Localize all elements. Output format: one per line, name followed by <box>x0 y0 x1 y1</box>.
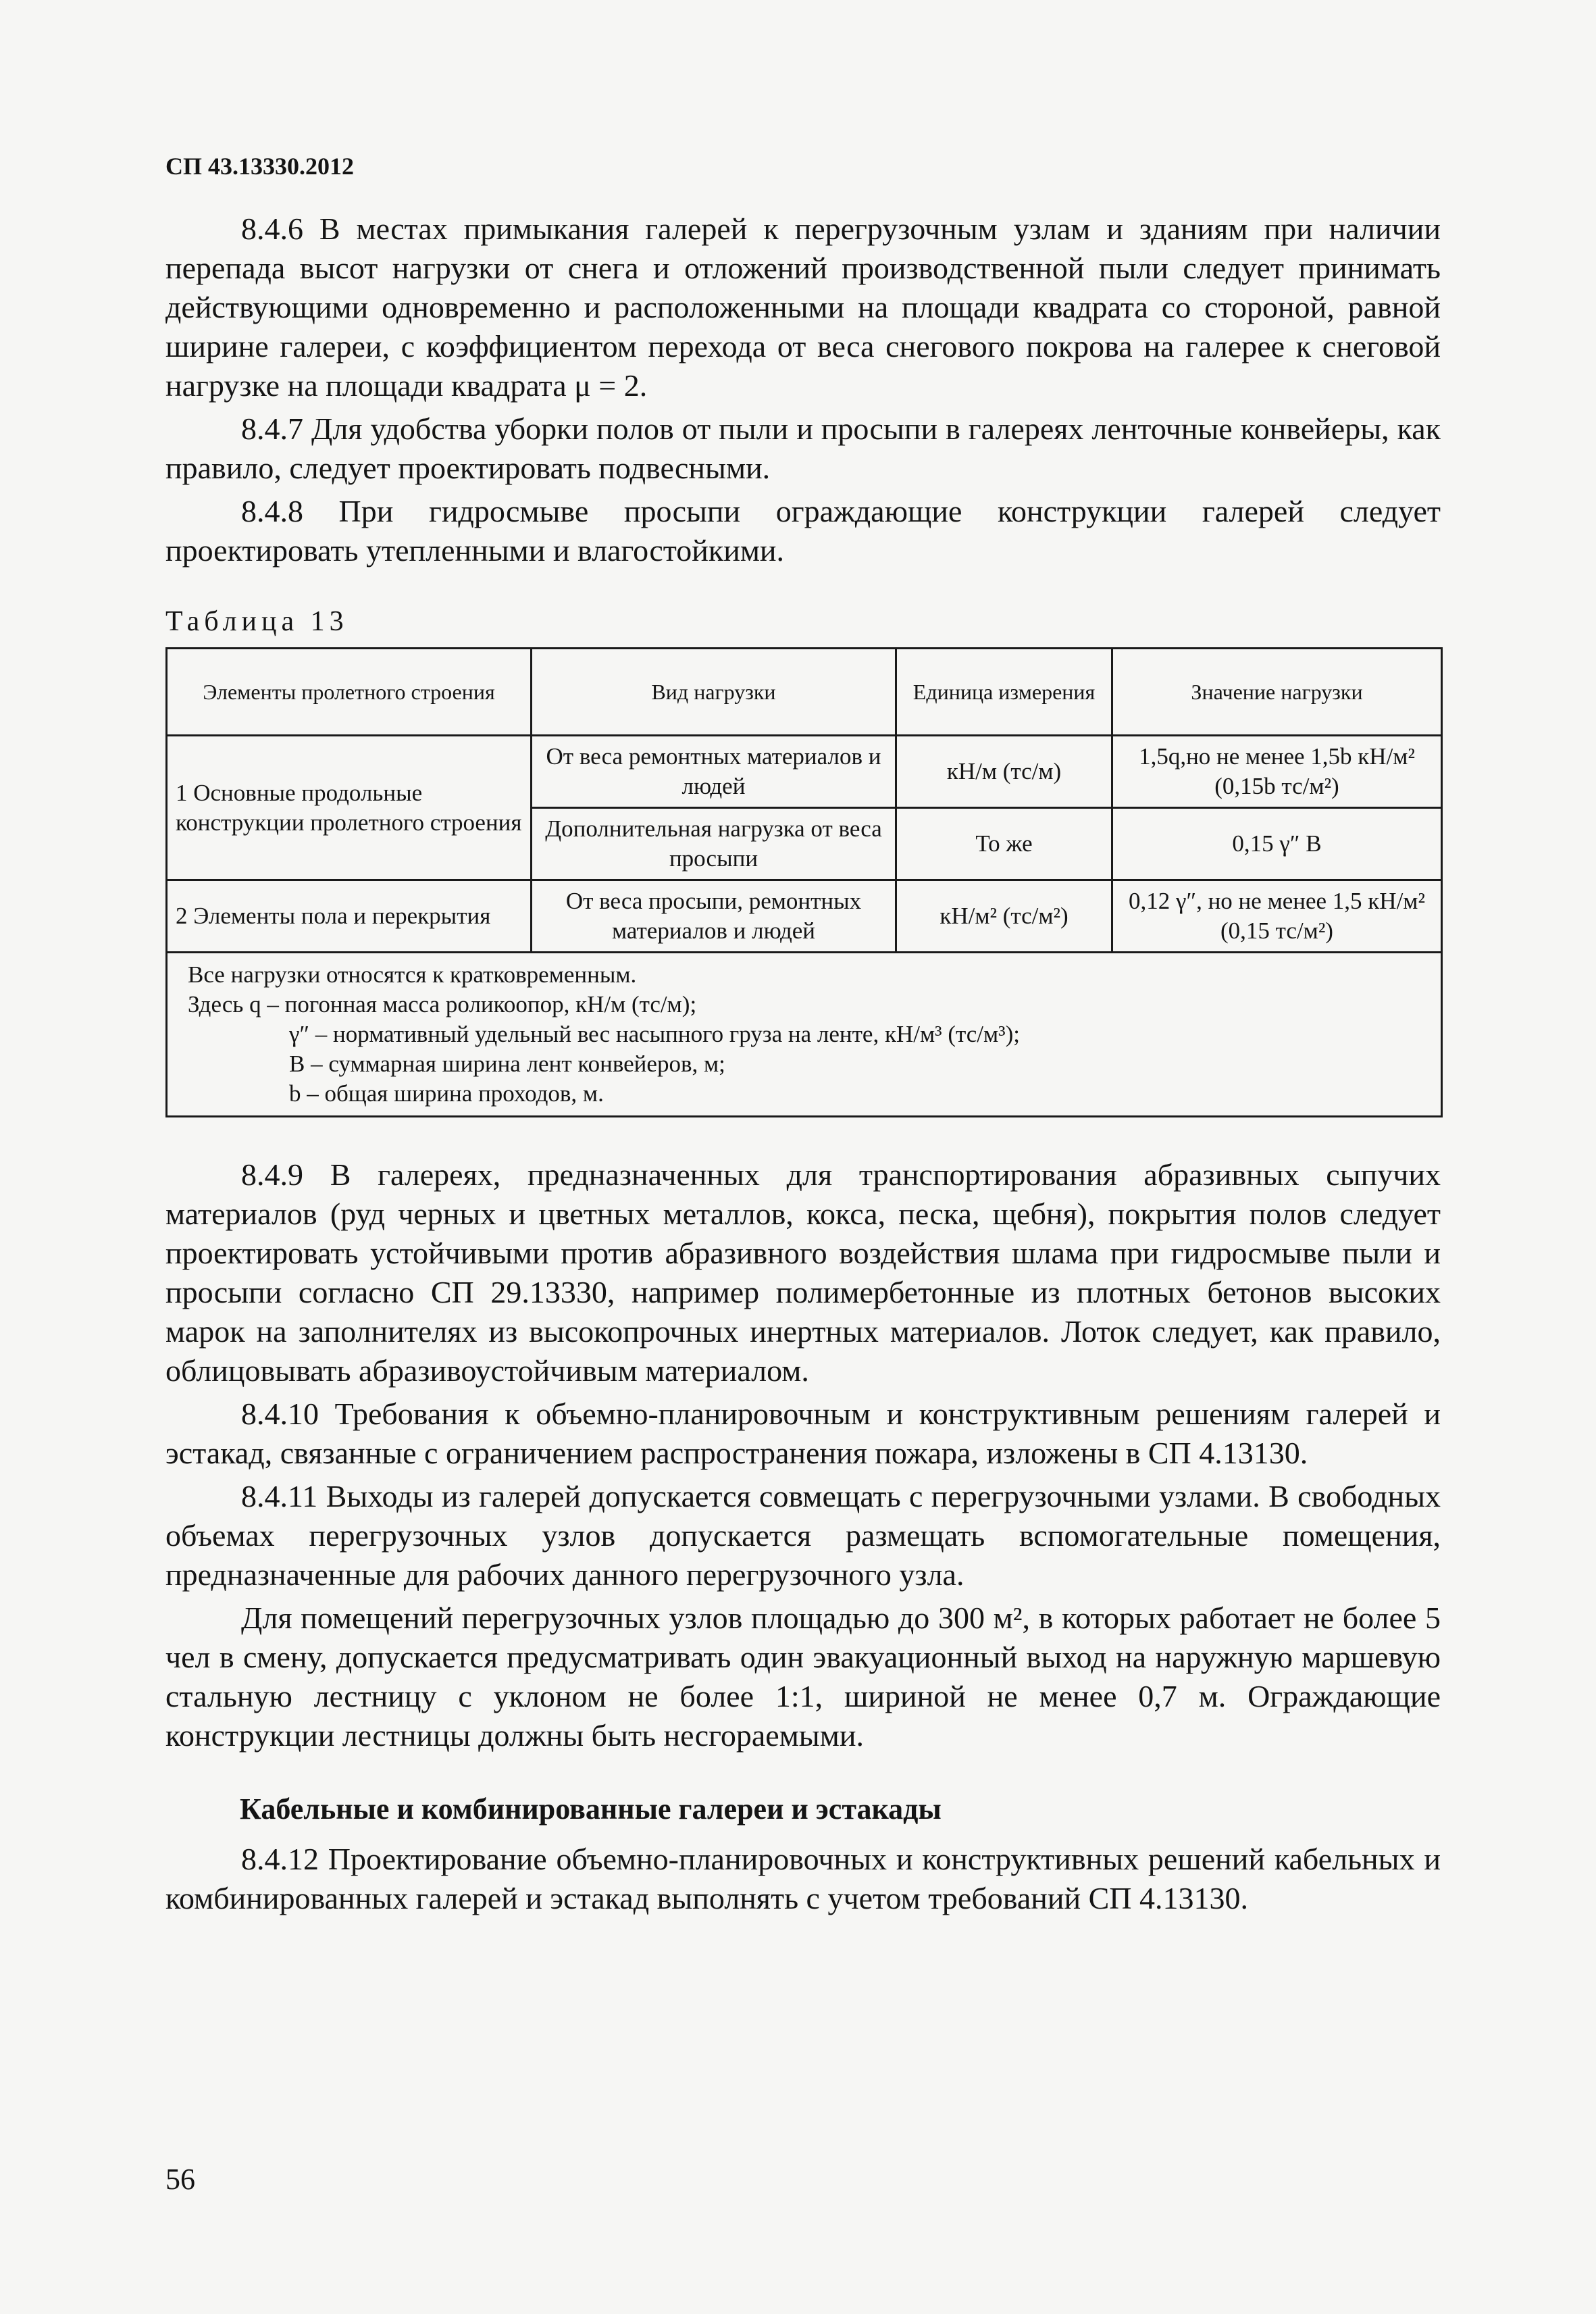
note-line: Все нагрузки относятся к кратковременным. <box>188 961 637 988</box>
load-table <box>165 647 1443 1117</box>
cell-load-type: От веса просыпи, ремонтных материалов и людей <box>532 880 896 953</box>
table-row <box>167 736 1442 808</box>
note-line: Здесь q – погонная масса роликоопор, кН/м (тс/м); <box>188 991 697 1017</box>
paragraph-8-4-7: 8.4.7 Для удобства уборки полов от пыли и просыпи в галереях ленточные конвейеры, как правило, следует проектировать подвесными. <box>165 411 1441 485</box>
note-line: γ″ – нормативный удельный вес насыпного груза на ленте, кН/м³ (тс/м³); <box>289 1021 1021 1047</box>
cell-value: 0,15 γ″ B <box>1112 808 1442 880</box>
header-unit: Единица измерения <box>896 649 1112 736</box>
note-line: B – суммарная ширина лент конвейеров, м; <box>289 1051 725 1077</box>
table-caption: Таблица 13 <box>165 606 349 637</box>
cell-unit: То же <box>896 808 1112 880</box>
cell-value: 1,5q,но не менее 1,5b кН/м² (0,15b тс/м²) <box>1112 736 1442 808</box>
cell-load-type: Дополнительная нагрузка от веса просыпи <box>532 808 896 880</box>
document-code-header: СП 43.13330.2012 <box>165 153 354 180</box>
cell-element: 1 Основные продольные конструкции пролетного строения <box>167 736 532 880</box>
table-notes <box>167 953 1442 1117</box>
paragraph-8-4-8: 8.4.8 При гидросмыве просыпи ограждающие конструкции галерей следует проектировать утепленными и влагостойкими. <box>165 494 1441 568</box>
section-heading: Кабельные и комбинированные галереи и эстакады <box>240 1792 942 1826</box>
paragraph-8-4-10: 8.4.10 Требования к объемно-планировочным и конструктивным решениям галерей и эстакад, связанные с ограничением распространения пожара, изложены в СП 4.13130. <box>165 1397 1441 1470</box>
cell-load-type: От веса ремонтных материалов и людей <box>532 736 896 808</box>
paragraph-stair-exit: Для помещений перегрузочных узлов площадью до 300 м², в которых работает не более 5 чел в смену, допускается предусматривать один эвакуационный выход на наружную маршевую стальную лестницу с уклоном не более 1:1, шириной не менее 0,7 м. Ограждающие конструкции лестницы должны быть несгораемыми. <box>165 1601 1441 1753</box>
note-line: b – общая ширина проходов, м. <box>289 1080 604 1107</box>
cell-unit: кН/м (тс/м) <box>896 736 1112 808</box>
header-load-type: Вид нагрузки <box>532 649 896 736</box>
cell-unit: кН/м² (тс/м²) <box>896 880 1112 953</box>
page-content <box>165 209 1441 1922</box>
paragraph-8-4-6: 8.4.6 В местах примыкания галерей к перегрузочным узлам и зданиям при наличии перепада высот нагрузки от снега и отложений производственной пыли следует принимать действующими одновременно и расположенными на площади квадрата со стороной, равной ширине галереи, с коэффициентом перехода от веса снегового покрова на галерее к снеговой нагрузке на площади квадрата μ = 2. <box>165 211 1441 403</box>
cell-element: 2 Элементы пола и перекрытия <box>167 880 532 953</box>
paragraph-8-4-9: 8.4.9 В галереях, предназначенных для транспортирования абразивных сыпучих материалов (руд черных и цветных металлов, кокса, песка, щебня), покрытия полов следует проектировать устойчивыми против абразивного воздействия шлама при гидросмыве пыли и просыпи согласно СП 29.13330, например полимербетонные из плотных бетонов высоких марок на заполнителях из высокопрочных инертных материалов. Лоток следует, как правило, облицовывать абразивоустойчивым материалом. <box>165 1157 1441 1388</box>
header-elements: Элементы пролетного строения <box>167 649 532 736</box>
table-header-row <box>167 649 1442 736</box>
paragraph-8-4-12: 8.4.12 Проектирование объемно-планировочных и конструктивных решений кабельных и комбинированных галерей и эстакад выполнять с учетом требований СП 4.13130. <box>165 1842 1441 1915</box>
page-number: 56 <box>165 2163 195 2196</box>
cell-value: 0,12 γ″, но не менее 1,5 кН/м² (0,15 тс/м²) <box>1112 880 1442 953</box>
paragraph-8-4-11: 8.4.11 Выходы из галерей допускается совмещать с перегрузочными узлами. В свободных объемах перегрузочных узлов допускается размещать вспомогательные помещения, предназначенные для рабочих данного перегрузочного узла. <box>165 1479 1441 1592</box>
header-value: Значение нагрузки <box>1112 649 1442 736</box>
table-row <box>167 880 1442 953</box>
bottom-paragraphs <box>165 1155 1441 1755</box>
table-notes-row <box>167 953 1442 1117</box>
